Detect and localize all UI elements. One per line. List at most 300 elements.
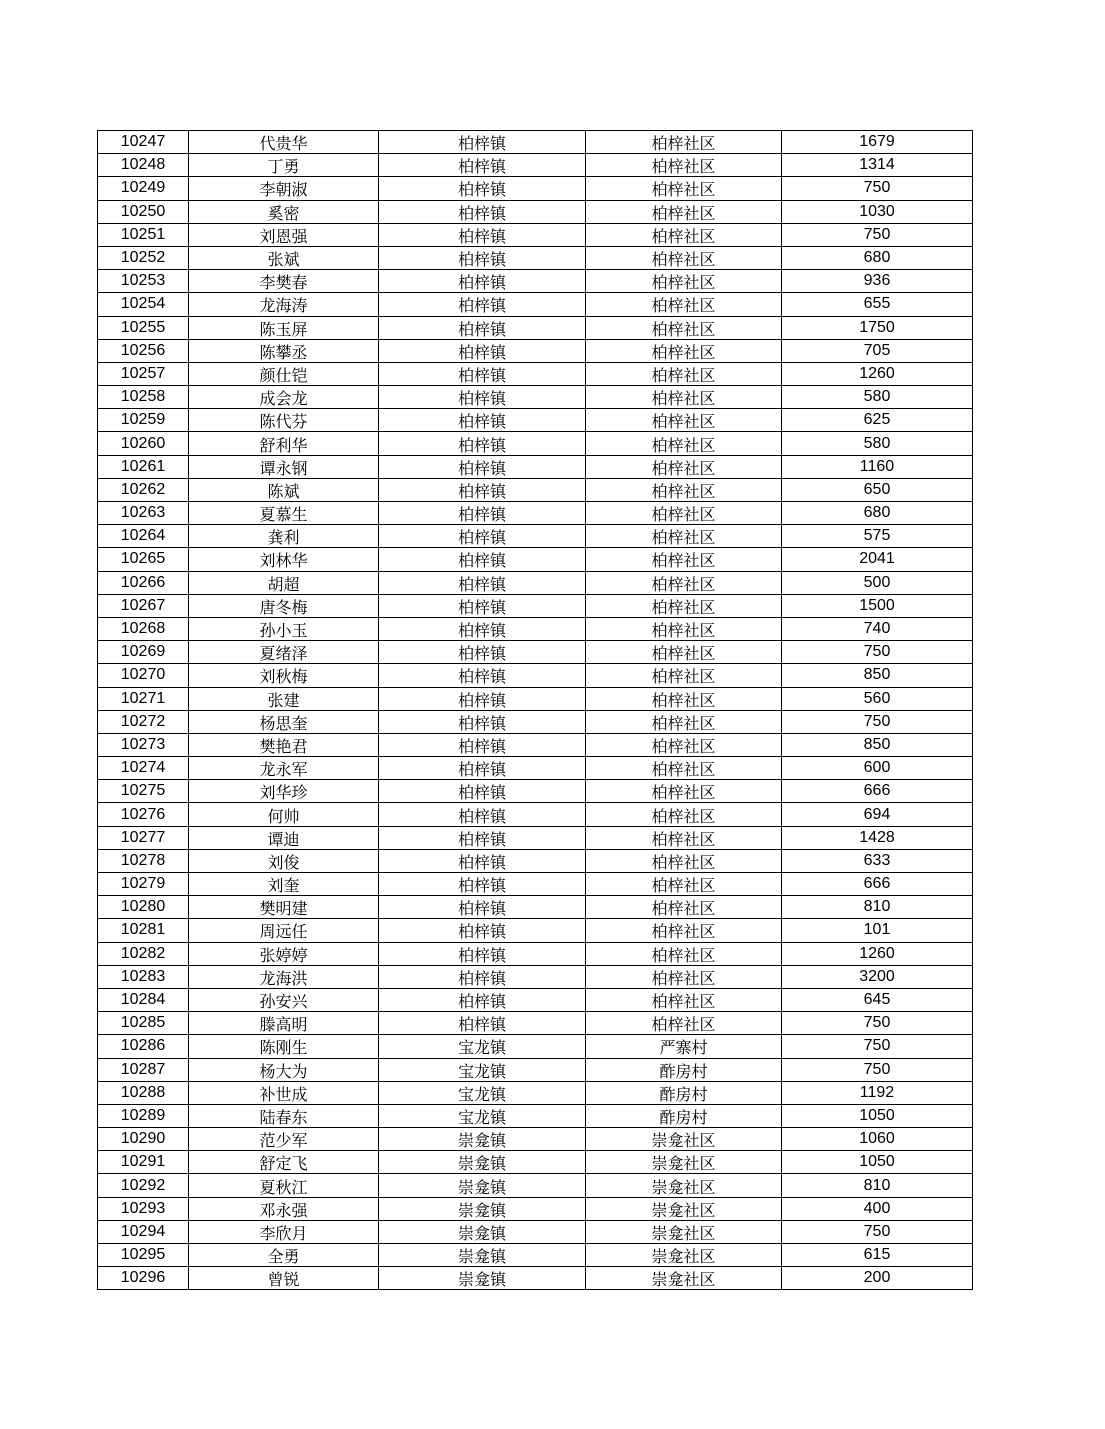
town-cell: 柏梓镇 xyxy=(379,988,586,1011)
table-row xyxy=(98,617,973,640)
community-cell: 柏梓社区 xyxy=(586,710,782,733)
community-cell: 柏梓社区 xyxy=(586,432,782,455)
community-cell: 柏梓社区 xyxy=(586,455,782,478)
community-cell: 柏梓社区 xyxy=(586,246,782,269)
id-cell: 10284 xyxy=(98,988,189,1011)
name-cell: 张婷婷 xyxy=(189,942,379,965)
community-cell: 柏梓社区 xyxy=(586,409,782,432)
id-cell: 10287 xyxy=(98,1058,189,1081)
town-cell: 柏梓镇 xyxy=(379,571,586,594)
amount-cell: 750 xyxy=(782,1058,973,1081)
name-cell: 奚密 xyxy=(189,200,379,223)
community-cell: 柏梓社区 xyxy=(586,664,782,687)
amount-cell: 500 xyxy=(782,571,973,594)
community-cell: 柏梓社区 xyxy=(586,502,782,525)
table-row xyxy=(98,1197,973,1220)
id-cell: 10282 xyxy=(98,942,189,965)
id-cell: 10295 xyxy=(98,1244,189,1267)
table-body xyxy=(98,131,973,1290)
town-cell: 崇龛镇 xyxy=(379,1174,586,1197)
town-cell: 柏梓镇 xyxy=(379,455,586,478)
table-row xyxy=(98,270,973,293)
table-row xyxy=(98,942,973,965)
community-cell: 柏梓社区 xyxy=(586,270,782,293)
name-cell: 杨大为 xyxy=(189,1058,379,1081)
amount-cell: 750 xyxy=(782,641,973,664)
town-cell: 柏梓镇 xyxy=(379,919,586,942)
town-cell: 柏梓镇 xyxy=(379,896,586,919)
name-cell: 胡超 xyxy=(189,571,379,594)
id-cell: 10248 xyxy=(98,154,189,177)
table-row xyxy=(98,478,973,501)
town-cell: 柏梓镇 xyxy=(379,1012,586,1035)
community-cell: 柏梓社区 xyxy=(586,200,782,223)
name-cell: 谭迪 xyxy=(189,826,379,849)
name-cell: 陈玉屏 xyxy=(189,316,379,339)
name-cell: 龙永军 xyxy=(189,757,379,780)
community-cell: 柏梓社区 xyxy=(586,849,782,872)
table-row xyxy=(98,873,973,896)
id-cell: 10260 xyxy=(98,432,189,455)
community-cell: 崇龛社区 xyxy=(586,1128,782,1151)
amount-cell: 1160 xyxy=(782,455,973,478)
table-row xyxy=(98,1104,973,1127)
table-row xyxy=(98,409,973,432)
amount-cell: 810 xyxy=(782,896,973,919)
community-cell: 柏梓社区 xyxy=(586,316,782,339)
id-cell: 10278 xyxy=(98,849,189,872)
id-cell: 10251 xyxy=(98,223,189,246)
name-cell: 陈斌 xyxy=(189,478,379,501)
id-cell: 10296 xyxy=(98,1267,189,1290)
town-cell: 柏梓镇 xyxy=(379,478,586,501)
name-cell: 樊艳君 xyxy=(189,733,379,756)
amount-cell: 1500 xyxy=(782,594,973,617)
amount-cell: 1050 xyxy=(782,1151,973,1174)
name-cell: 邓永强 xyxy=(189,1197,379,1220)
id-cell: 10258 xyxy=(98,386,189,409)
table-row xyxy=(98,571,973,594)
town-cell: 宝龙镇 xyxy=(379,1081,586,1104)
name-cell: 龙海涛 xyxy=(189,293,379,316)
amount-cell: 2041 xyxy=(782,548,973,571)
amount-cell: 1050 xyxy=(782,1104,973,1127)
name-cell: 舒定飞 xyxy=(189,1151,379,1174)
community-cell: 崇龛社区 xyxy=(586,1197,782,1220)
town-cell: 柏梓镇 xyxy=(379,687,586,710)
name-cell: 孙小玉 xyxy=(189,617,379,640)
table-row xyxy=(98,919,973,942)
data-table xyxy=(97,130,973,1290)
town-cell: 柏梓镇 xyxy=(379,849,586,872)
table-row xyxy=(98,386,973,409)
town-cell: 柏梓镇 xyxy=(379,432,586,455)
community-cell: 柏梓社区 xyxy=(586,641,782,664)
name-cell: 张斌 xyxy=(189,246,379,269)
table-row xyxy=(98,664,973,687)
id-cell: 10272 xyxy=(98,710,189,733)
id-cell: 10263 xyxy=(98,502,189,525)
id-cell: 10279 xyxy=(98,873,189,896)
amount-cell: 850 xyxy=(782,664,973,687)
town-cell: 柏梓镇 xyxy=(379,270,586,293)
town-cell: 柏梓镇 xyxy=(379,409,586,432)
name-cell: 龚利 xyxy=(189,525,379,548)
community-cell: 崇龛社区 xyxy=(586,1267,782,1290)
town-cell: 柏梓镇 xyxy=(379,293,586,316)
community-cell: 柏梓社区 xyxy=(586,571,782,594)
table-row xyxy=(98,710,973,733)
amount-cell: 1679 xyxy=(782,131,973,154)
amount-cell: 750 xyxy=(782,177,973,200)
id-cell: 10291 xyxy=(98,1151,189,1174)
community-cell: 柏梓社区 xyxy=(586,339,782,362)
town-cell: 崇龛镇 xyxy=(379,1151,586,1174)
name-cell: 孙安兴 xyxy=(189,988,379,1011)
community-cell: 崇龛社区 xyxy=(586,1220,782,1243)
table-row xyxy=(98,200,973,223)
town-cell: 柏梓镇 xyxy=(379,525,586,548)
town-cell: 柏梓镇 xyxy=(379,339,586,362)
amount-cell: 600 xyxy=(782,757,973,780)
id-cell: 10289 xyxy=(98,1104,189,1127)
name-cell: 夏秋江 xyxy=(189,1174,379,1197)
id-cell: 10286 xyxy=(98,1035,189,1058)
name-cell: 刘奎 xyxy=(189,873,379,896)
town-cell: 柏梓镇 xyxy=(379,200,586,223)
amount-cell: 615 xyxy=(782,1244,973,1267)
community-cell: 柏梓社区 xyxy=(586,988,782,1011)
id-cell: 10259 xyxy=(98,409,189,432)
town-cell: 柏梓镇 xyxy=(379,131,586,154)
amount-cell: 810 xyxy=(782,1174,973,1197)
name-cell: 唐冬梅 xyxy=(189,594,379,617)
name-cell: 陈刚生 xyxy=(189,1035,379,1058)
table-row xyxy=(98,1128,973,1151)
town-cell: 柏梓镇 xyxy=(379,362,586,385)
town-cell: 崇龛镇 xyxy=(379,1267,586,1290)
name-cell: 滕高明 xyxy=(189,1012,379,1035)
table-row xyxy=(98,362,973,385)
table-row xyxy=(98,432,973,455)
table-row xyxy=(98,177,973,200)
name-cell: 成会龙 xyxy=(189,386,379,409)
community-cell: 酢房村 xyxy=(586,1104,782,1127)
id-cell: 10249 xyxy=(98,177,189,200)
table-row xyxy=(98,316,973,339)
community-cell: 柏梓社区 xyxy=(586,154,782,177)
community-cell: 柏梓社区 xyxy=(586,386,782,409)
amount-cell: 625 xyxy=(782,409,973,432)
town-cell: 柏梓镇 xyxy=(379,873,586,896)
amount-cell: 740 xyxy=(782,617,973,640)
community-cell: 柏梓社区 xyxy=(586,525,782,548)
name-cell: 周远任 xyxy=(189,919,379,942)
amount-cell: 750 xyxy=(782,1220,973,1243)
town-cell: 柏梓镇 xyxy=(379,710,586,733)
amount-cell: 750 xyxy=(782,223,973,246)
amount-cell: 655 xyxy=(782,293,973,316)
community-cell: 柏梓社区 xyxy=(586,617,782,640)
table-row xyxy=(98,780,973,803)
town-cell: 柏梓镇 xyxy=(379,548,586,571)
table-row xyxy=(98,1081,973,1104)
community-cell: 崇龛社区 xyxy=(586,1244,782,1267)
id-cell: 10250 xyxy=(98,200,189,223)
town-cell: 柏梓镇 xyxy=(379,246,586,269)
id-cell: 10262 xyxy=(98,478,189,501)
amount-cell: 580 xyxy=(782,386,973,409)
amount-cell: 694 xyxy=(782,803,973,826)
community-cell: 柏梓社区 xyxy=(586,803,782,826)
amount-cell: 1260 xyxy=(782,942,973,965)
amount-cell: 200 xyxy=(782,1267,973,1290)
id-cell: 10255 xyxy=(98,316,189,339)
name-cell: 陈代芬 xyxy=(189,409,379,432)
amount-cell: 101 xyxy=(782,919,973,942)
town-cell: 宝龙镇 xyxy=(379,1104,586,1127)
community-cell: 柏梓社区 xyxy=(586,780,782,803)
table-row xyxy=(98,1151,973,1174)
community-cell: 柏梓社区 xyxy=(586,177,782,200)
id-cell: 10288 xyxy=(98,1081,189,1104)
id-cell: 10267 xyxy=(98,594,189,617)
id-cell: 10261 xyxy=(98,455,189,478)
id-cell: 10285 xyxy=(98,1012,189,1035)
table-row xyxy=(98,502,973,525)
table-row xyxy=(98,131,973,154)
name-cell: 樊明建 xyxy=(189,896,379,919)
name-cell: 颜仕铠 xyxy=(189,362,379,385)
amount-cell: 705 xyxy=(782,339,973,362)
table-row xyxy=(98,733,973,756)
town-cell: 柏梓镇 xyxy=(379,154,586,177)
town-cell: 柏梓镇 xyxy=(379,223,586,246)
amount-cell: 650 xyxy=(782,478,973,501)
town-cell: 柏梓镇 xyxy=(379,942,586,965)
amount-cell: 680 xyxy=(782,246,973,269)
table-row xyxy=(98,803,973,826)
id-cell: 10281 xyxy=(98,919,189,942)
town-cell: 柏梓镇 xyxy=(379,386,586,409)
name-cell: 陆春东 xyxy=(189,1104,379,1127)
table-row xyxy=(98,1058,973,1081)
table-row xyxy=(98,1035,973,1058)
id-cell: 10271 xyxy=(98,687,189,710)
name-cell: 曾锐 xyxy=(189,1267,379,1290)
community-cell: 崇龛社区 xyxy=(586,1174,782,1197)
amount-cell: 580 xyxy=(782,432,973,455)
name-cell: 刘俊 xyxy=(189,849,379,872)
name-cell: 舒利华 xyxy=(189,432,379,455)
id-cell: 10277 xyxy=(98,826,189,849)
amount-cell: 1060 xyxy=(782,1128,973,1151)
table-row xyxy=(98,896,973,919)
name-cell: 代贵华 xyxy=(189,131,379,154)
town-cell: 柏梓镇 xyxy=(379,733,586,756)
table-row xyxy=(98,339,973,362)
amount-cell: 633 xyxy=(782,849,973,872)
table-row xyxy=(98,1174,973,1197)
town-cell: 柏梓镇 xyxy=(379,664,586,687)
table-row xyxy=(98,965,973,988)
amount-cell: 1750 xyxy=(782,316,973,339)
community-cell: 柏梓社区 xyxy=(586,131,782,154)
community-cell: 柏梓社区 xyxy=(586,873,782,896)
table-row xyxy=(98,757,973,780)
amount-cell: 1260 xyxy=(782,362,973,385)
table-row xyxy=(98,641,973,664)
amount-cell: 645 xyxy=(782,988,973,1011)
name-cell: 谭永钢 xyxy=(189,455,379,478)
name-cell: 龙海洪 xyxy=(189,965,379,988)
town-cell: 柏梓镇 xyxy=(379,803,586,826)
table-row xyxy=(98,223,973,246)
amount-cell: 1428 xyxy=(782,826,973,849)
community-cell: 柏梓社区 xyxy=(586,757,782,780)
community-cell: 柏梓社区 xyxy=(586,1012,782,1035)
name-cell: 李欣月 xyxy=(189,1220,379,1243)
name-cell: 张建 xyxy=(189,687,379,710)
amount-cell: 850 xyxy=(782,733,973,756)
amount-cell: 936 xyxy=(782,270,973,293)
table-row xyxy=(98,1012,973,1035)
id-cell: 10283 xyxy=(98,965,189,988)
community-cell: 柏梓社区 xyxy=(586,896,782,919)
table-row xyxy=(98,154,973,177)
name-cell: 补世成 xyxy=(189,1081,379,1104)
town-cell: 崇龛镇 xyxy=(379,1244,586,1267)
community-cell: 柏梓社区 xyxy=(586,965,782,988)
amount-cell: 750 xyxy=(782,1035,973,1058)
name-cell: 何帅 xyxy=(189,803,379,826)
table-row xyxy=(98,1244,973,1267)
town-cell: 柏梓镇 xyxy=(379,617,586,640)
name-cell: 刘华珍 xyxy=(189,780,379,803)
amount-cell: 666 xyxy=(782,780,973,803)
id-cell: 10269 xyxy=(98,641,189,664)
town-cell: 宝龙镇 xyxy=(379,1035,586,1058)
community-cell: 酢房村 xyxy=(586,1081,782,1104)
community-cell: 柏梓社区 xyxy=(586,293,782,316)
town-cell: 宝龙镇 xyxy=(379,1058,586,1081)
town-cell: 崇龛镇 xyxy=(379,1220,586,1243)
id-cell: 10256 xyxy=(98,339,189,362)
name-cell: 夏绪泽 xyxy=(189,641,379,664)
amount-cell: 750 xyxy=(782,710,973,733)
id-cell: 10254 xyxy=(98,293,189,316)
table-row xyxy=(98,1220,973,1243)
community-cell: 柏梓社区 xyxy=(586,919,782,942)
id-cell: 10257 xyxy=(98,362,189,385)
table-row xyxy=(98,849,973,872)
amount-cell: 400 xyxy=(782,1197,973,1220)
id-cell: 10252 xyxy=(98,246,189,269)
id-cell: 10266 xyxy=(98,571,189,594)
town-cell: 崇龛镇 xyxy=(379,1197,586,1220)
community-cell: 柏梓社区 xyxy=(586,362,782,385)
id-cell: 10270 xyxy=(98,664,189,687)
table-row xyxy=(98,594,973,617)
id-cell: 10273 xyxy=(98,733,189,756)
amount-cell: 1030 xyxy=(782,200,973,223)
table-row xyxy=(98,826,973,849)
id-cell: 10275 xyxy=(98,780,189,803)
table-row xyxy=(98,246,973,269)
community-cell: 柏梓社区 xyxy=(586,687,782,710)
amount-cell: 3200 xyxy=(782,965,973,988)
id-cell: 10290 xyxy=(98,1128,189,1151)
id-cell: 10280 xyxy=(98,896,189,919)
id-cell: 10274 xyxy=(98,757,189,780)
name-cell: 全勇 xyxy=(189,1244,379,1267)
amount-cell: 1192 xyxy=(782,1081,973,1104)
community-cell: 柏梓社区 xyxy=(586,942,782,965)
town-cell: 柏梓镇 xyxy=(379,177,586,200)
community-cell: 柏梓社区 xyxy=(586,548,782,571)
town-cell: 柏梓镇 xyxy=(379,502,586,525)
community-cell: 严寨村 xyxy=(586,1035,782,1058)
town-cell: 柏梓镇 xyxy=(379,641,586,664)
name-cell: 夏慕生 xyxy=(189,502,379,525)
amount-cell: 750 xyxy=(782,1012,973,1035)
amount-cell: 680 xyxy=(782,502,973,525)
table-row xyxy=(98,293,973,316)
table-row xyxy=(98,548,973,571)
name-cell: 李朝淑 xyxy=(189,177,379,200)
table-row xyxy=(98,988,973,1011)
table-row xyxy=(98,525,973,548)
community-cell: 柏梓社区 xyxy=(586,594,782,617)
community-cell: 酢房村 xyxy=(586,1058,782,1081)
town-cell: 柏梓镇 xyxy=(379,826,586,849)
town-cell: 柏梓镇 xyxy=(379,594,586,617)
community-cell: 柏梓社区 xyxy=(586,478,782,501)
name-cell: 杨思奎 xyxy=(189,710,379,733)
town-cell: 柏梓镇 xyxy=(379,965,586,988)
table-row xyxy=(98,687,973,710)
community-cell: 柏梓社区 xyxy=(586,826,782,849)
town-cell: 柏梓镇 xyxy=(379,780,586,803)
id-cell: 10264 xyxy=(98,525,189,548)
id-cell: 10247 xyxy=(98,131,189,154)
amount-cell: 666 xyxy=(782,873,973,896)
amount-cell: 575 xyxy=(782,525,973,548)
town-cell: 崇龛镇 xyxy=(379,1128,586,1151)
name-cell: 刘秋梅 xyxy=(189,664,379,687)
name-cell: 刘林华 xyxy=(189,548,379,571)
town-cell: 柏梓镇 xyxy=(379,757,586,780)
name-cell: 刘恩强 xyxy=(189,223,379,246)
id-cell: 10292 xyxy=(98,1174,189,1197)
id-cell: 10293 xyxy=(98,1197,189,1220)
name-cell: 范少军 xyxy=(189,1128,379,1151)
id-cell: 10268 xyxy=(98,617,189,640)
community-cell: 崇龛社区 xyxy=(586,1151,782,1174)
table-row xyxy=(98,455,973,478)
name-cell: 丁勇 xyxy=(189,154,379,177)
town-cell: 柏梓镇 xyxy=(379,316,586,339)
id-cell: 10294 xyxy=(98,1220,189,1243)
community-cell: 柏梓社区 xyxy=(586,733,782,756)
id-cell: 10265 xyxy=(98,548,189,571)
table-row xyxy=(98,1267,973,1290)
id-cell: 10276 xyxy=(98,803,189,826)
name-cell: 陈攀丞 xyxy=(189,339,379,362)
amount-cell: 1314 xyxy=(782,154,973,177)
name-cell: 李樊春 xyxy=(189,270,379,293)
id-cell: 10253 xyxy=(98,270,189,293)
